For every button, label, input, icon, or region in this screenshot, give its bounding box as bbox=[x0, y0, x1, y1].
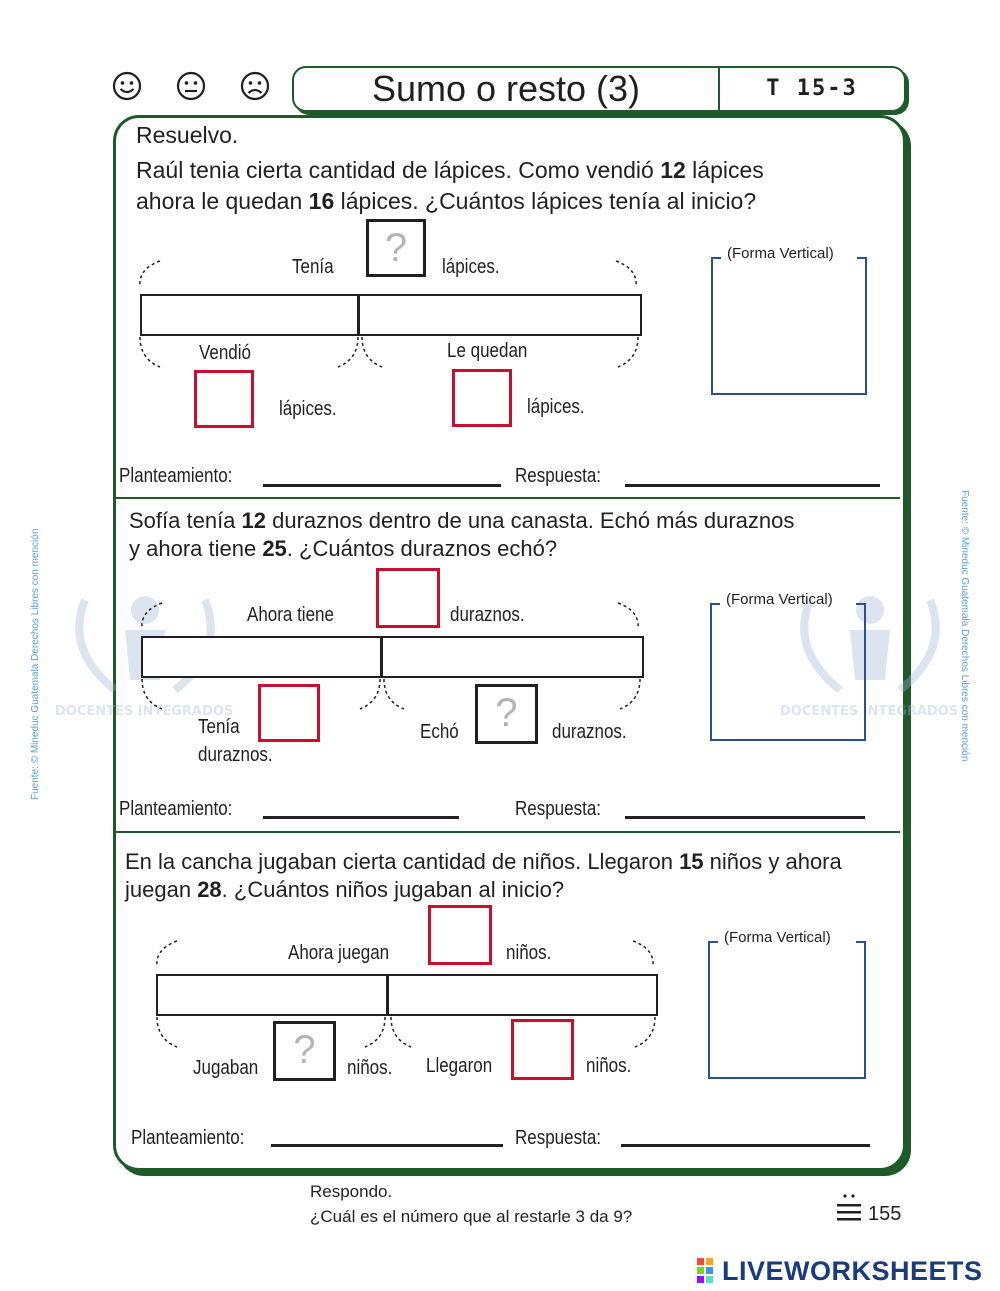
problem1-line2: ahora le quedan 16 lápices. ¿Cuántos lápices tenía al inicio? bbox=[136, 188, 757, 214]
problem2-vertical-box[interactable] bbox=[710, 591, 866, 741]
neutral-face-icon[interactable] bbox=[175, 70, 207, 102]
problem1-vertical-label: (Forma Vertical) bbox=[727, 245, 834, 262]
problem3-top-answer-box[interactable] bbox=[428, 905, 492, 965]
watermark-text-right: DOCENTES INTEGRADOS bbox=[780, 704, 959, 719]
problem1-answer-label: Respuesta: bbox=[515, 465, 601, 487]
problem3-right-answer-box[interactable] bbox=[511, 1019, 574, 1080]
side-credit-right: Fuente: © Mineduc Guatemala Derechos Libres con mención bbox=[959, 490, 970, 762]
problem1-top-question-box: ? bbox=[366, 219, 426, 277]
problem1-right-answer-box[interactable] bbox=[452, 369, 512, 427]
section-separator-1 bbox=[116, 497, 900, 499]
problem1-top-label: Tenía bbox=[292, 256, 334, 278]
problem2-answer-line[interactable] bbox=[625, 816, 865, 819]
smile-face-icon[interactable] bbox=[111, 70, 143, 102]
problem1-left-unit: lápices. bbox=[279, 398, 337, 420]
problem3-plan-label: Planteamiento: bbox=[131, 1127, 245, 1149]
problem3-answer-line[interactable] bbox=[621, 1144, 870, 1147]
problem1-vertical-box[interactable] bbox=[711, 245, 867, 395]
problem3-line2: juegan 28. ¿Cuántos niños jugaban al inicio? bbox=[125, 877, 565, 902]
section-separator-2 bbox=[116, 831, 900, 833]
problem2-answer-label: Respuesta: bbox=[515, 798, 601, 820]
problem3-top-label: Ahora juegan bbox=[288, 942, 390, 964]
title-divider bbox=[718, 68, 720, 110]
brand-name[interactable]: LIVEWORKSHEETS bbox=[722, 1256, 983, 1286]
problem3-vertical-box[interactable] bbox=[708, 929, 866, 1079]
problem1-bar bbox=[140, 294, 642, 336]
problem1-plan-label: Planteamiento: bbox=[119, 465, 233, 487]
problem2-left-label: Tenía bbox=[198, 716, 240, 738]
problem1-bar-divider bbox=[357, 294, 360, 336]
problem2-bar-divider bbox=[380, 636, 383, 678]
problem3-bar bbox=[156, 974, 658, 1016]
vbox-top-left bbox=[710, 603, 720, 605]
vbox-top-right bbox=[856, 941, 866, 943]
problem2-right-unit: duraznos. bbox=[552, 721, 627, 743]
problem3-top-unit: niños. bbox=[506, 942, 552, 964]
problem2-left-answer-box[interactable] bbox=[258, 684, 320, 742]
problem3-answer-label: Respuesta: bbox=[515, 1127, 601, 1149]
problem1-answer-line[interactable] bbox=[625, 484, 880, 487]
problem2-left-label-2: duraznos. bbox=[198, 744, 273, 766]
problem2-top-label: Ahora tiene bbox=[247, 604, 334, 626]
problem1-plan-line[interactable] bbox=[263, 484, 501, 487]
problem2-line1: Sofía tenía 12 duraznos dentro de una canasta. Echó más duraznos bbox=[129, 508, 795, 533]
problem3-plan-line[interactable] bbox=[271, 1144, 503, 1147]
vbox-top-left bbox=[708, 941, 718, 943]
problem2-question-box: ? bbox=[475, 684, 538, 744]
problem1-top-unit: lápices. bbox=[442, 256, 500, 278]
lesson-code: T 15-3 bbox=[766, 76, 858, 101]
vbox-top-right bbox=[857, 257, 867, 259]
problem3-bar-divider bbox=[386, 974, 389, 1016]
problem3-line1: En la cancha jugaban cierta cantidad de niños. Llegaron 15 niños y ahora bbox=[125, 849, 842, 874]
problem3-left-unit: niños. bbox=[347, 1057, 393, 1079]
problem3-question-box: ? bbox=[273, 1021, 336, 1081]
problem3-left-label: Jugaban bbox=[193, 1057, 259, 1079]
problem1-right-unit: lápices. bbox=[527, 396, 585, 418]
problem2-plan-label: Planteamiento: bbox=[119, 798, 233, 820]
problem2-vertical-label: (Forma Vertical) bbox=[726, 591, 833, 608]
problem1-left-answer-box[interactable] bbox=[194, 370, 254, 428]
problem2-line2: y ahora tiene 25. ¿Cuántos duraznos echó? bbox=[129, 536, 558, 561]
problem3-right-label: Llegaron bbox=[426, 1055, 493, 1077]
footer-question: ¿Cuál es el número que al restarle 3 da 9? bbox=[310, 1207, 633, 1226]
problem2-top-answer-box[interactable] bbox=[376, 568, 440, 628]
vbox-top-right bbox=[856, 603, 866, 605]
respondo-label: Respondo. bbox=[310, 1182, 393, 1201]
watermark-text-left: DOCENTES INTEGRADOS bbox=[55, 704, 234, 719]
problem1-right-label: Le quedan bbox=[447, 340, 528, 362]
sad-face-icon[interactable] bbox=[239, 70, 271, 102]
page-title: Sumo o resto (3) bbox=[371, 68, 641, 109]
problem2-bar bbox=[141, 636, 644, 678]
title-box bbox=[292, 66, 906, 112]
problem3-vertical-label: (Forma Vertical) bbox=[724, 929, 831, 946]
problem2-plan-line[interactable] bbox=[263, 816, 459, 819]
brand-logo-icon bbox=[697, 1258, 723, 1284]
vbox-top-left bbox=[711, 257, 721, 259]
problem3-right-unit: niños. bbox=[586, 1055, 632, 1077]
instruction-text: Resuelvo. bbox=[136, 122, 239, 148]
page-number: 155 bbox=[868, 1203, 902, 1225]
problem2-top-unit: duraznos. bbox=[450, 604, 525, 626]
problem2-right-label: Echó bbox=[420, 721, 459, 743]
problem1-line1: Raúl tenia cierta cantidad de lápices. Como vendió 12 lápices bbox=[136, 157, 764, 183]
problem1-left-label: Vendió bbox=[199, 342, 251, 364]
page-marker-icon bbox=[835, 1192, 863, 1226]
side-credit-left: Fuente: © Mineduc Guatemala Derechos Libres con mención bbox=[30, 528, 41, 800]
